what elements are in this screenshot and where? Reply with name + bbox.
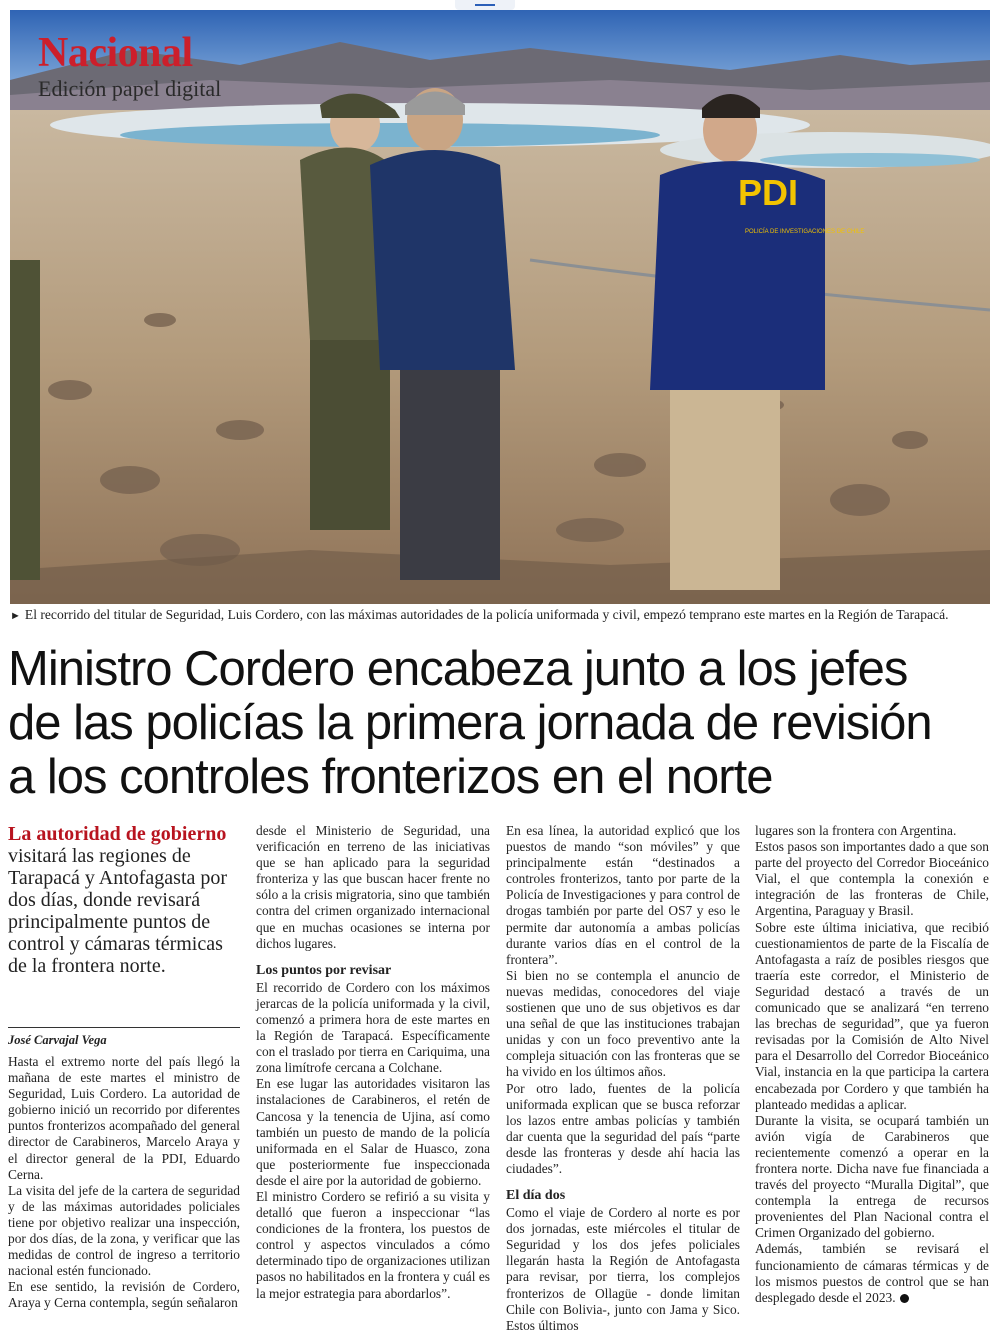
article-column-2 [256,823,490,1302]
section-header [38,30,221,102]
lead-kicker: La autoridad de gobierno [8,823,227,845]
article-column-1 [8,823,240,1312]
body-paragraph: El recorrido de Cordero con los máximos jerarcas de la policía uniformada y la civil, comenzó a primera hora de este martes en la Región de Tarapacá. Específicamente con el traslado por tierra en Cariquima, una zona limítrofe cercana a Colchane. [256,979,490,1076]
article-column-3 [506,823,740,1334]
subhead: Los puntos por revisar [256,962,392,978]
byline: José Carvajal Vega [8,1027,240,1054]
headline [8,642,993,804]
top-handle-line [475,4,495,6]
edition-label: Edición papel digital [38,76,222,101]
body-paragraph: lugares son la frontera con Argentina. [755,823,957,838]
article-column-4 [755,823,989,1306]
main-photo [10,10,990,604]
body-paragraph: El ministro Cordero se refirió a su visita y detalló que fueron a inspeccionar “las condiciones de la frontera, los puestos de control y aspectos vinculados a cómo determinado tipo de organizaciones utilizan pasos no habilitados en la frontera y cuál es la mejor estrategia para abordarlos”. [256,1188,491,1301]
caption-text: El recorrido del titular de Seguridad, Luis Cordero, con las máximas autoridades de la policía uniformada y civil, empezó temprano este martes en la Región de Tarapacá. [24,607,949,622]
photo-caption [10,606,990,625]
pdi-jacket-text: POLICÍA DE INVESTIGACIONES DE CHILE [745,229,865,235]
body-paragraph: En ese sentido, la revisión de Cordero, Araya y Cerna contempla, según señalaron [8,1279,240,1311]
body-paragraph: Durante la visita, se ocupará también un avión vigía de Carabineros que recientemente comenzó a operar en la frontera norte. Dicha nave fue financiada a través del proyecto “Muralla Digital”, que contempla la entrega de recursos provenientes del Plan Nacional contra el Crimen Organizado del gobierno. [755,1112,989,1241]
body-paragraph: En esa línea, la autoridad explicó que los puestos de mando “son móviles” y que principalmente están “destinados a controles fronterizos, tanto por parte de la Policía de Investigaciones y para control de drogas también por parte del OS7 y eso le permite dar autonomía a ambas policías durante varios días en el control de la frontera”. [506,823,740,967]
lead-text: visitará las regiones de Tarapacá y Antofagasta por dos días, donde revisará principalmente puntos de control y cámaras térmicas de la frontera norte. [8,845,228,977]
top-handle[interactable] [455,0,515,10]
body-paragraph: Estos pasos son importantes dado a que son parte del proyecto del Corredor Bioceánico Vial, el que contempla la conexión e integración de las fronteras de Chile, Argentina, Paraguay y Brasil. [755,839,989,919]
subhead: El día dos [506,1188,566,1204]
body-paragraph: Sobre este última iniciativa, que recibió cuestionamientos de parte de la Fiscalía de Antofagasta a raíz de posibles riesgos que traería este corredor, el Ministerio de Seguridad destacó a través de un comunicado que se analizará “en terreno las brechas de seguridad”, que ya fueron revisadas por la Comisión de Alto Nivel para el Desarrollo del Corredor Bioceánico Vial, instancia en la que participa la cartera encabezada por Cordero y que también ha planteado medidas a aplicar. [755,919,989,1112]
lead-paragraph [8,823,240,977]
final-paragraph-text: Además, también se revisará el funcionamiento de cámaras térmicas y de los mismos puestos de control que se han desplegado desde el 2023. [755,1241,989,1305]
body-paragraph: Hasta el extremo norte del país llegó la mañana de este martes el ministro de Seguridad, Luis Cordero. La autoridad de gobierno inició un recorrido por diferentes puntos fronterizos acompañado del general director de Carabineros, Marcelo Araya y el director general de la PDI, Eduardo Cerna. [8,1054,240,1182]
headline-line: a los controles fronterizos en el norte [8,750,773,804]
body-paragraph: Por otro lado, fuentes de la policía uniformada explican que se busca reforzar los lazos entre ambas policías y también dar cuenta que la seguridad del país “parte desde las fronteras y desde ahí hacia las ciudades”. [506,1080,740,1176]
body-paragraph: Como el viaje de Cordero al norte es por dos jornadas, este miércoles el titular de Seguridad y los dos jefes policiales llegarán hasta la Región de Antofagasta para revisar, por tierra, los complejos fronterizos de Ollagüe - donde limitan Chile con Bolivia-, junto con Jama y Sico. Estos últimos [506,1205,740,1333]
headline-line: de las policías la primera jornada de revisión [8,696,932,750]
body-paragraph: desde el Ministerio de Seguridad, una verificación en terreno de las iniciativas que se han aplicado para la seguridad fronteriza y las que buscan hacer frente no sólo a la crisis migratoria, sino que también contra del crimen organizado internacional que en muchas ocasiones se interna por dichos lugares. [256,823,490,951]
pdi-logo: PDI [738,172,799,213]
headline-line: Ministro Cordero encabeza junto a los jefes [8,642,908,696]
caption-arrow-icon: ► [10,610,21,622]
end-mark-icon [900,1294,909,1303]
section-title: Nacional [38,30,193,76]
body-paragraph: La visita del jefe de la cartera de seguridad y de las máximas autoridades policiales tiene por objetivo realizar una inspección, por dos días, de la zona, y verificar que las medidas de control de ingreso a territorio nacional estén funcionado. [8,1182,240,1279]
body-paragraph: En ese lugar las autoridades visitaron las instalaciones de Carabineros, el retén de Cancosa y la tenencia de Ujina, así como también un puesto de mando de la policía uniformada en el Salar de Huasco, zona que posteriormente fue inspeccionada desde el aire por la autoridad de gobierno. [256,1076,490,1188]
body-paragraph [755,1241,989,1305]
body-paragraph: Si bien no se contempla el anuncio de nuevas medidas, conocedores del viaje sostienen que uno de sus objetivos es dar una señal de que las instituciones trabajan unidas y con un foco preventivo ante la compleja situación con las fronteras que se ha vivido en los últimos años. [506,967,740,1080]
